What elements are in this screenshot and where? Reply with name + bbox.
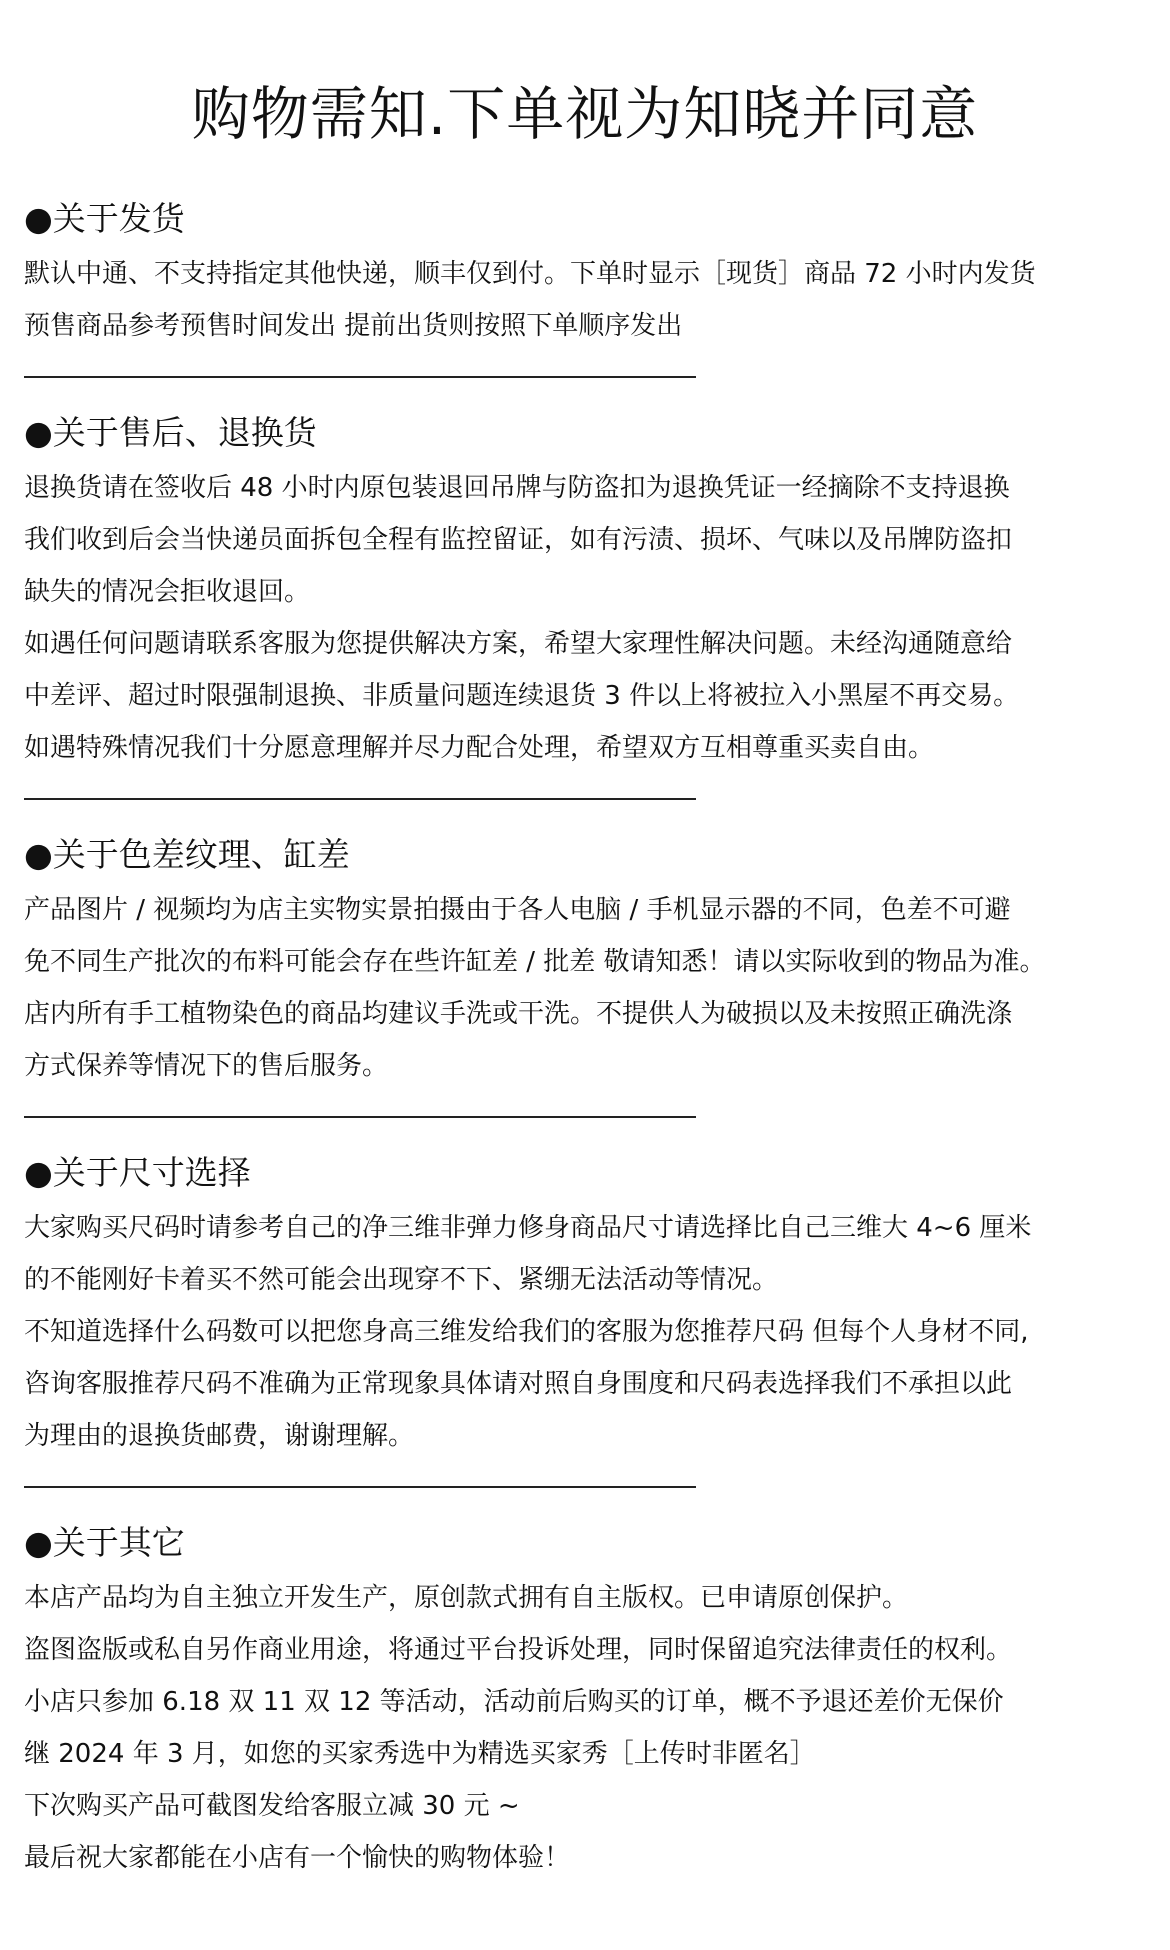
paragraph-line: 为理由的退换货邮费，谢谢理解。: [24, 1421, 415, 1451]
paragraph-line: 不知道选择什么码数可以把您身高三维发给我们的客服为您推荐尺码 但每个人身材不同,: [24, 1317, 1029, 1347]
section-heading: ●关于售后、退换货: [24, 413, 317, 452]
section-divider: [24, 376, 696, 378]
section-divider: [24, 1486, 696, 1488]
paragraph-line: 预售商品参考预售时间发出 提前出货则按照下单顺序发出: [24, 311, 683, 341]
paragraph-line: 如遇特殊情况我们十分愿意理解并尽力配合处理，希望双方互相尊重买卖自由。: [24, 733, 935, 763]
paragraph-line: 继 2024 年 3 月，如您的买家秀选中为精选买家秀［上传时非匿名］: [24, 1739, 816, 1769]
section-after-sales: [24, 412, 1154, 780]
paragraph-line: 咨询客服推荐尺码不准确为正常现象具体请对照自身围度和尺码表选择我们不承担以此: [24, 1369, 1013, 1399]
section-other: [24, 1522, 1154, 1890]
paragraph-line: 如遇任何问题请联系客服为您提供解决方案，希望大家理性解决问题。未经沟通随意给: [24, 629, 1013, 659]
paragraph-line: 免不同生产批次的布料可能会存在些许缸差 / 批差 敬请知悉！请以实际收到的物品为准。: [24, 947, 1046, 977]
page-title: 购物需知.下单视为知晓并同意: [191, 80, 979, 148]
paragraph-line: 退换货请在签收后 48 小时内原包装退回吊牌与防盗扣为退换凭证一经摘除不支持退换: [24, 473, 1010, 503]
paragraph-line: 中差评、超过时限强制退换、非质量问题连续退货 3 件以上将被拉入小黑屋不再交易。: [24, 681, 1020, 711]
paragraph-line: 产品图片 / 视频均为店主实物实景拍摄由于各人电脑 / 手机显示器的不同，色差不可避: [24, 895, 1011, 925]
section-divider: [24, 1116, 696, 1118]
section-heading: ●关于尺寸选择: [24, 1153, 251, 1192]
paragraph-line: 缺失的情况会拒收退回。: [24, 577, 311, 607]
paragraph-line: 下次购买产品可截图发给客服立减 30 元 ~: [24, 1791, 520, 1821]
paragraph-line: 本店产品均为自主独立开发生产，原创款式拥有自主版权。已申请原创保护。: [24, 1583, 909, 1613]
paragraph-line: 方式保养等情况下的售后服务。: [24, 1051, 389, 1081]
section-heading: ●关于其它: [24, 1523, 185, 1562]
section-shipping: [24, 198, 1154, 358]
paragraph-line: 店内所有手工植物染色的商品均建议手洗或干洗。不提供人为破损以及未按照正确洗涤: [24, 999, 1013, 1029]
paragraph-line: 盗图盗版或私自另作商业用途，将通过平台投诉处理，同时保留追究法律责任的权利。: [24, 1635, 1013, 1665]
paragraph-line: 最后祝大家都能在小店有一个愉快的购物体验！: [24, 1843, 571, 1873]
paragraph-line: 我们收到后会当快递员面拆包全程有监控留证，如有污渍、损坏、气味以及吊牌防盗扣: [24, 525, 1013, 555]
paragraph-line: 小店只参加 6.18 双 11 双 12 等活动，活动前后购买的订单，概不予退还差价无保价: [24, 1687, 1004, 1717]
section-heading: ●关于色差纹理、缸差: [24, 835, 350, 874]
section-divider: [24, 798, 696, 800]
paragraph-line: 大家购买尺码时请参考自己的净三维非弹力修身商品尺寸请选择比自己三维大 4~6 厘米: [24, 1213, 1032, 1243]
section-heading: ●关于发货: [24, 199, 185, 238]
section-color-difference: [24, 834, 1154, 1098]
section-size-selection: [24, 1152, 1154, 1468]
paragraph-line: 默认中通、不支持指定其他快递，顺丰仅到付。下单时显示［现货］商品 72 小时内发货: [24, 259, 1036, 289]
paragraph-line: 的不能刚好卡着买不然可能会出现穿不下、紧绷无法活动等情况。: [24, 1265, 779, 1295]
